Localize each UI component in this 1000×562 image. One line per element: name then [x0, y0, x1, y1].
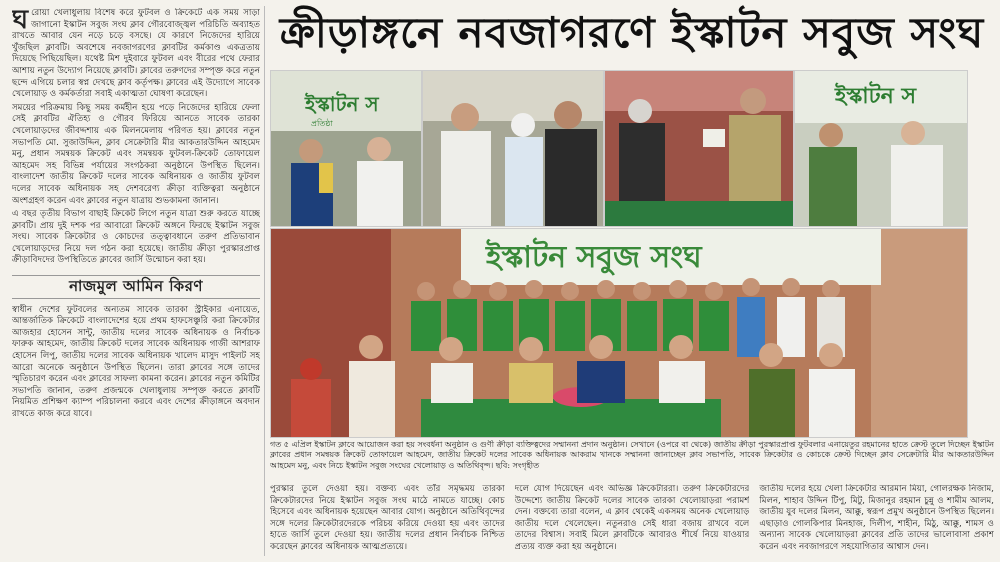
article-paragraph: সময়ের পরিক্রমায় কিছু সময় কর্মহীন হয়ে পড়ে নিজেদের হারিয়ে ফেলা সেই ক্লাবটির ঐতিহ্য ও গৌরব ফিরিয়ে আনতে সাবেক তারকা খেলোয়াড়দের জীবদ্দশায় এক মিলনমেলায় পরিণত হয়। ক্লাবের নতুন সভাপতি মো. সুজাউদ্দিন, ক্লাব সেক্রেটারি মীর আকতারউদ্দিন আহমেদ মনু, প্রধান সমন্বয়ক ক্রিকেট এবং সমন্বয়ক ফুটবল-ক্রিকেট তোফায়েল আহমেদ সহ বিভিন্ন পর্যায়ের সংগঠকরা অনুষ্ঠানে উপস্থিত ছিলেন। বাংলাদেশ জাতীয় ক্রিকেট দলের সাবেক অধিনায়ক ও জাতীয় ফুটবল দলের সাবেক অধিনায়ক সহ দেশবরেণ্য ক্রীড়া ব্যক্তিত্বরা অনুষ্ঠানে অংশগ্রহণ করেন এবং ক্লাবের নতুন যাত্রায় শুভকামনা জানান। — [12, 102, 260, 206]
drop-cap: ঘ — [12, 8, 29, 35]
banner-text: ইস্কাটন স — [835, 84, 916, 109]
banner-subtext: প্রতিষ্ঠা — [311, 119, 333, 128]
photo-award-3 — [604, 70, 794, 227]
article-paragraph: এ বছর তৃতীয় বিভাগ বাছাই ক্রিকেট লিগে নতুন যাত্রা শুরু করতে যাচ্ছে ক্লাবটি। প্রায় দুই দশক পর আবারো ক্রিকেট অঙ্গনে ফিরছে ইস্কাটন সবুজ সংঘ। সাবেক ক্রিকেটার ও কোচদের তত্ত্বাবধানে তরুণ প্রতিভাবান খেলোয়াড়দের নিয়ে দল গঠন করা হয়েছে। জাতীয় ক্রীড়া পুরস্কারপ্রাপ্ত ক্রীড়াবিদদের উপস্থিতিতে ক্লাবের জার্সি উন্মোচন করা হয়। — [12, 209, 260, 266]
headline: ক্রীড়াঙ্গনে নবজাগরণে ইস্কাটন সবুজ সংঘ — [279, 7, 985, 57]
left-article-column — [12, 8, 260, 556]
body-column: পুরস্কার তুলে দেওয়া হয়। বক্তব্য এবং তাঁর সমৃদ্ধময় তারকা ক্রিকেটারদের নিয়ে ইস্কাটন সবুজ সংঘ মাঠে নামতে যাচ্ছে। কোচ হিসেবে এবং অধিনায়ক হয়েছেন আবার যোগ। অনুষ্ঠানে অতিথিবৃন্দের সঙ্গে দলের ক্রিকেটারদেরকে পরিচয় করিয়ে দেওয়া হয় এবং তাদের হাতে জার্সি তুলে দেওয়া হয়। জাতীয় দলের প্রধান নির্বাচক নিশ্চিত করেছেন ক্লাবের অধিনায়ক আত্মপ্রত্যয়ে। — [270, 484, 505, 552]
photo-caption: গত ৫ এপ্রিল ইস্কাটন ক্লাবে আয়োজন করা হয় সংবর্ধনা অনুষ্ঠান ও গুণী ক্রীড়া ব্যক্তিত্বদের সম্মাননা প্রদান অনুষ্ঠান। সেখানে (ওপরে বা থেকে) জাতীয় ক্রীড়া পুরস্কারপ্রাপ্ত ফুটবলার এনায়েতুর রহমানের হাতে ক্রেস্ট তুলে দিচ্ছেন ইস্কাটন ক্লাবের প্রধান সমন্বয়ক ক্রিকেট তোফায়েল আহমেদ, জাতীয় ক্রিকেট দলের সাবেক অধিনায়ক আকরাম খানকে সম্মাননা জানাচ্ছেন ক্লাব সভাপতি, সাবেক ক্রিকেটার ও কোচকে ক্রেস্ট দিচ্ছেন ক্লাব সেক্রেটারি মীর আকতারউদ্দিন আহমেদ মনু, এবং নিচে ইস্কাটন সবুজ সংঘের খেলোয়াড় ও অতিথিবৃন্দ। ছবি: সংগৃহীত — [270, 440, 994, 470]
photo-group — [270, 228, 968, 438]
photo-credit: ছবি: সংগৃহীত — [495, 460, 540, 470]
article-paragraph: স্বাধীন দেশের ফুটবলের অন্যতম সাবেক তারকা স্ট্রাইকার এনায়েত, আন্তর্জাতিক ক্রিকেটে বাংলাদেশের হয়ে প্রথম হাফসেঞ্চুরি করা ক্রিকেটার আজহার হোসেন সান্টু, জাতীয় দলের সাবেক অধিনায়ক ও নির্বাচক ফারুক আহমেদ, জাতীয় ক্রিকেট দলের সাবেক অধিনায়ক গাজী আশরাফ হোসেন লিপু, জাতীয় দলের সাবেক অধিনায়ক খালেদ মাসুদ পাইলট সহ আরো অনেকে অনুষ্ঠানে উপস্থিত ছিলেন। তারা ক্লাবের সঙ্গে তাদের স্মৃতিচারণ করেন এবং ক্লাবের সাফল্য কামনা করেন। ক্লাবের নতুন কমিটির সভাপতি জানান, তরুণ প্রজন্মকে খেলাধুলায় সম্পৃক্ত করতে ক্লাবটি নিয়মিত প্রশিক্ষণ ক্যাম্প পরিচালনা করবে এবং দেশের ক্রীড়াঙ্গনে অবদান রাখতে কাজ করে যাবে। — [12, 304, 260, 419]
column-divider — [264, 6, 265, 556]
banner-text: ইস্কাটন স — [305, 92, 379, 116]
author-byline: নাজমুল আমিন কিরণ — [12, 275, 260, 299]
photo-award-4 — [794, 70, 968, 227]
body-column: দলে যোগ দিয়েছেন এবং অভিজ্ঞ ক্রিকেটাররা। তরুণ ক্রিকেটারদের উদ্দেশ্যে জাতীয় ক্রিকেট দলের সাবেক তারকা খেলোয়াড়রা পরামর্শ দেন। বক্তব্যে তারা বলেন, এ ক্লাব থেকেই একসময় অনেক খেলোয়াড় জাতীয় দলে খেলেছেন। নতুনরাও সেই ধারা বজায় রাখবে বলে তাদের বিশ্বাস। সবাই মিলে ক্লাবটিকে আবারও শীর্ষে নিয়ে যাওয়ার প্রত্যয় ব্যক্ত করা হয় অনুষ্ঠানে। — [514, 484, 750, 552]
body-column: জাতীয় দলের হয়ে খেলা ক্রিকেটার আরমান মিয়া, গোলরক্ষক নিজাম, মিলন, শাহাব উদ্দিন টিপু, মিটু, মিজানুর রহমান চুন্নু ও শামীম আলম, জাতীয় যুব দলের মিলন, আক্কু, স্বরূপ প্রমুখ অনুষ্ঠানে উপস্থিত ছিলেন। এছাড়াও গোলকিপার মিনহাজ, দিলীপ, শাহীন, মিঠু, আক্কু, শামস ও অন্যান্য সাবেক খেলোয়াড়রা ক্লাবের প্রতি তাদের ভালোবাসা প্রকাশ করেন এবং নবজাগরণে সহযোগিতার আশ্বাস দেন। — [759, 484, 995, 552]
intro-paragraph: ঘরোয়া খেলাধুলায় বিশেষ করে ফুটবল ও ক্রিকেটে এক সময় সাড়া জাগানো ইস্কাটন সবুজ সংঘ ক্লাব গৌরবোজ্জ্বল পরিচিতি অব্যাহত রাখতে আবার যেন নড়ে চড়ে বসছে। যে কারণে নিজেদের হারিয়ে খুঁজছিল ক্লাবটি। অবশেষে নবজাগরণের ক্লাবটির কর্মকাণ্ড একত্রতায় দিয়েছে পিছিয়েছিল। যথেষ্ট মিশ দুইবারে ফুটবল এবং বীরের পথে ফেরার আশায় নতুন উদ্যোগ নিয়েছে ক্লাবটি। ক্লাবের তরুণদের সম্পৃক্ত করে নতুন ছন্দে এগিয়ে চলার স্বপ্ন দেখছে ক্লাব কর্তৃপক্ষ। ক্লাবের এই উদ্যোগে সাবেক খেলোয়াড় ও কর্মকর্তারা সবাই একাত্মতা ঘোষণা করেছেন। — [12, 8, 260, 100]
photo-award-2 — [422, 70, 604, 227]
photo-award-1 — [270, 70, 422, 227]
body-columns — [270, 484, 994, 558]
banner-text-large: ইস্কাটন সবুজ সংঘ — [486, 240, 702, 275]
